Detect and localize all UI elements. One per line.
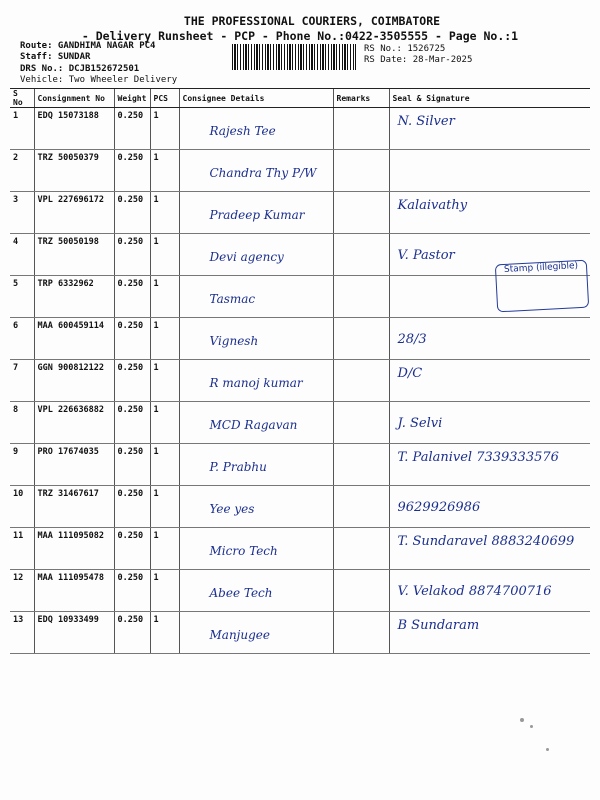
row-consignment-no: GGN 900812122 [34, 360, 114, 402]
row-signature [389, 360, 590, 402]
row-weight: 0.250 [114, 528, 150, 570]
row-sno: 5 [10, 276, 34, 318]
handwritten-consignee: Yee yes [209, 502, 255, 516]
row-consignee [179, 444, 333, 486]
row-remarks [333, 570, 389, 612]
col-weight: Weight [114, 89, 150, 108]
row-remarks [333, 444, 389, 486]
paper-speck [530, 725, 533, 728]
row-remarks [333, 234, 389, 276]
row-sno: 8 [10, 402, 34, 444]
handwritten-signature: J. Selvi [397, 416, 443, 431]
row-weight: 0.250 [114, 192, 150, 234]
row-consignment-no: TRZ 31467617 [34, 486, 114, 528]
row-weight: 0.250 [114, 486, 150, 528]
handwritten-consignee: Pradeep Kumar [209, 208, 305, 222]
vehicle-label: Vehicle: Two Wheeler Delivery [20, 75, 178, 85]
table-row [10, 192, 590, 234]
handwritten-consignee: Tasmac [209, 292, 256, 306]
row-consignment-no: PRO 17674035 [34, 444, 114, 486]
row-consignee [179, 108, 333, 150]
row-pcs: 1 [150, 318, 179, 360]
row-remarks [333, 360, 389, 402]
row-pcs: 1 [150, 402, 179, 444]
row-sno: 3 [10, 192, 34, 234]
row-weight: 0.250 [114, 444, 150, 486]
staff-label: Staff: SUNDAR [20, 52, 91, 62]
row-remarks [333, 612, 389, 654]
row-signature [389, 108, 590, 150]
table-header-row [10, 89, 590, 108]
row-signature [389, 444, 590, 486]
row-signature [389, 150, 590, 192]
handwritten-consignee: Devi agency [209, 250, 284, 264]
row-remarks [333, 192, 389, 234]
row-consignee [179, 402, 333, 444]
row-remarks [333, 150, 389, 192]
table-row [10, 318, 590, 360]
table-row [10, 570, 590, 612]
row-consignment-no: MAA 600459114 [34, 318, 114, 360]
col-consignment: Consignment No [34, 89, 114, 108]
paper-speck [520, 718, 524, 722]
rs-no-label: RS No.: 1526725 [364, 44, 446, 54]
row-consignee [179, 486, 333, 528]
row-sno: 1 [10, 108, 34, 150]
row-sno: 9 [10, 444, 34, 486]
row-pcs: 1 [150, 444, 179, 486]
handwritten-signature: N. Silver [397, 114, 455, 129]
row-sno: 13 [10, 612, 34, 654]
handwritten-signature: D/C [397, 366, 423, 381]
row-pcs: 1 [150, 486, 179, 528]
row-signature [389, 318, 590, 360]
handwritten-signature: Kalaivathy [397, 198, 468, 213]
row-consignee [179, 318, 333, 360]
row-sno: 7 [10, 360, 34, 402]
row-pcs: 1 [150, 528, 179, 570]
row-signature [389, 528, 590, 570]
paper-speck [546, 748, 549, 751]
row-consignee [179, 192, 333, 234]
row-weight: 0.250 [114, 318, 150, 360]
row-remarks [333, 108, 389, 150]
row-consignment-no: EDQ 10933499 [34, 612, 114, 654]
row-weight: 0.250 [114, 234, 150, 276]
col-signature: Seal & Signature [389, 89, 590, 108]
row-weight: 0.250 [114, 402, 150, 444]
row-remarks [333, 318, 389, 360]
barcode-image [232, 44, 356, 70]
row-sno: 6 [10, 318, 34, 360]
office-stamp: Stamp (illegible) [495, 260, 589, 313]
row-pcs: 1 [150, 570, 179, 612]
col-pcs: PCS [150, 89, 179, 108]
row-signature [389, 402, 590, 444]
row-weight: 0.250 [114, 276, 150, 318]
handwritten-consignee: MCD Ragavan [209, 418, 298, 432]
row-weight: 0.250 [114, 360, 150, 402]
row-signature [389, 612, 590, 654]
row-pcs: 1 [150, 276, 179, 318]
row-weight: 0.250 [114, 570, 150, 612]
row-consignment-no: TRP 6332962 [34, 276, 114, 318]
handwritten-signature: 9629926986 [397, 500, 481, 515]
row-consignment-no: EDQ 15073188 [34, 108, 114, 150]
row-signature [389, 570, 590, 612]
row-consignment-no: MAA 111095478 [34, 570, 114, 612]
rs-date-label: RS Date: 28-Mar-2025 [364, 55, 473, 65]
table-row [10, 150, 590, 192]
handwritten-consignee: Micro Tech [209, 544, 278, 558]
table-row [10, 528, 590, 570]
runsheet-table [10, 88, 590, 654]
company-title: THE PROFESSIONAL COURIERS, COIMBATORE [183, 14, 441, 28]
handwritten-consignee: Abee Tech [209, 586, 273, 600]
row-consignment-no: TRZ 50050198 [34, 234, 114, 276]
handwritten-consignee: Chandra Thy P/W [209, 166, 317, 180]
handwritten-consignee: Manjugee [209, 628, 271, 642]
row-remarks [333, 486, 389, 528]
row-pcs: 1 [150, 612, 179, 654]
row-weight: 0.250 [114, 108, 150, 150]
row-consignment-no: VPL 227696172 [34, 192, 114, 234]
handwritten-signature: T. Palanivel 7339333576 [397, 450, 559, 465]
row-sno: 11 [10, 528, 34, 570]
row-consignee [179, 150, 333, 192]
row-pcs: 1 [150, 150, 179, 192]
table-row [10, 402, 590, 444]
drs-label: DRS No.: DCJB152672501 [20, 64, 140, 74]
row-consignee [179, 528, 333, 570]
row-consignment-no: TRZ 50050379 [34, 150, 114, 192]
row-weight: 0.250 [114, 612, 150, 654]
row-consignee [179, 276, 333, 318]
row-consignee [179, 234, 333, 276]
row-consignee [179, 360, 333, 402]
row-pcs: 1 [150, 192, 179, 234]
row-consignment-no: VPL 226636882 [34, 402, 114, 444]
row-consignee [179, 612, 333, 654]
table-row [10, 360, 590, 402]
row-pcs: 1 [150, 360, 179, 402]
row-consignee [179, 570, 333, 612]
row-pcs: 1 [150, 234, 179, 276]
row-sno: 2 [10, 150, 34, 192]
runsheet-subtitle: - Delivery Runsheet - PCP - Phone No.:0422-3505555 - Page No.:1 [81, 29, 519, 43]
row-weight: 0.250 [114, 150, 150, 192]
handwritten-signature: T. Sundaravel 8883240699 [397, 534, 575, 549]
table-row [10, 444, 590, 486]
handwritten-signature: V. Velakod 8874700716 [397, 584, 552, 599]
handwritten-consignee: Vignesh [209, 334, 259, 348]
row-remarks [333, 402, 389, 444]
col-consignee: Consignee Details [179, 89, 333, 108]
handwritten-consignee: R manoj kumar [209, 376, 303, 390]
row-sno: 12 [10, 570, 34, 612]
handwritten-signature: 28/3 [397, 332, 427, 347]
handwritten-signature: V. Pastor [397, 248, 455, 263]
route-label: Route: GANDHIMA NAGAR PC4 [20, 41, 156, 51]
handwritten-consignee: Rajesh Tee [209, 124, 276, 138]
col-sno: S No [10, 89, 34, 108]
table-row [10, 612, 590, 654]
handwritten-consignee: P. Prabhu [209, 460, 267, 474]
row-signature [389, 192, 590, 234]
row-remarks [333, 276, 389, 318]
row-signature [389, 486, 590, 528]
row-remarks [333, 528, 389, 570]
row-sno: 10 [10, 486, 34, 528]
row-pcs: 1 [150, 108, 179, 150]
handwritten-signature: B Sundaram [397, 618, 480, 633]
table-row [10, 486, 590, 528]
col-remarks: Remarks [333, 89, 389, 108]
row-consignment-no: MAA 111095082 [34, 528, 114, 570]
table-row [10, 108, 590, 150]
row-sno: 4 [10, 234, 34, 276]
